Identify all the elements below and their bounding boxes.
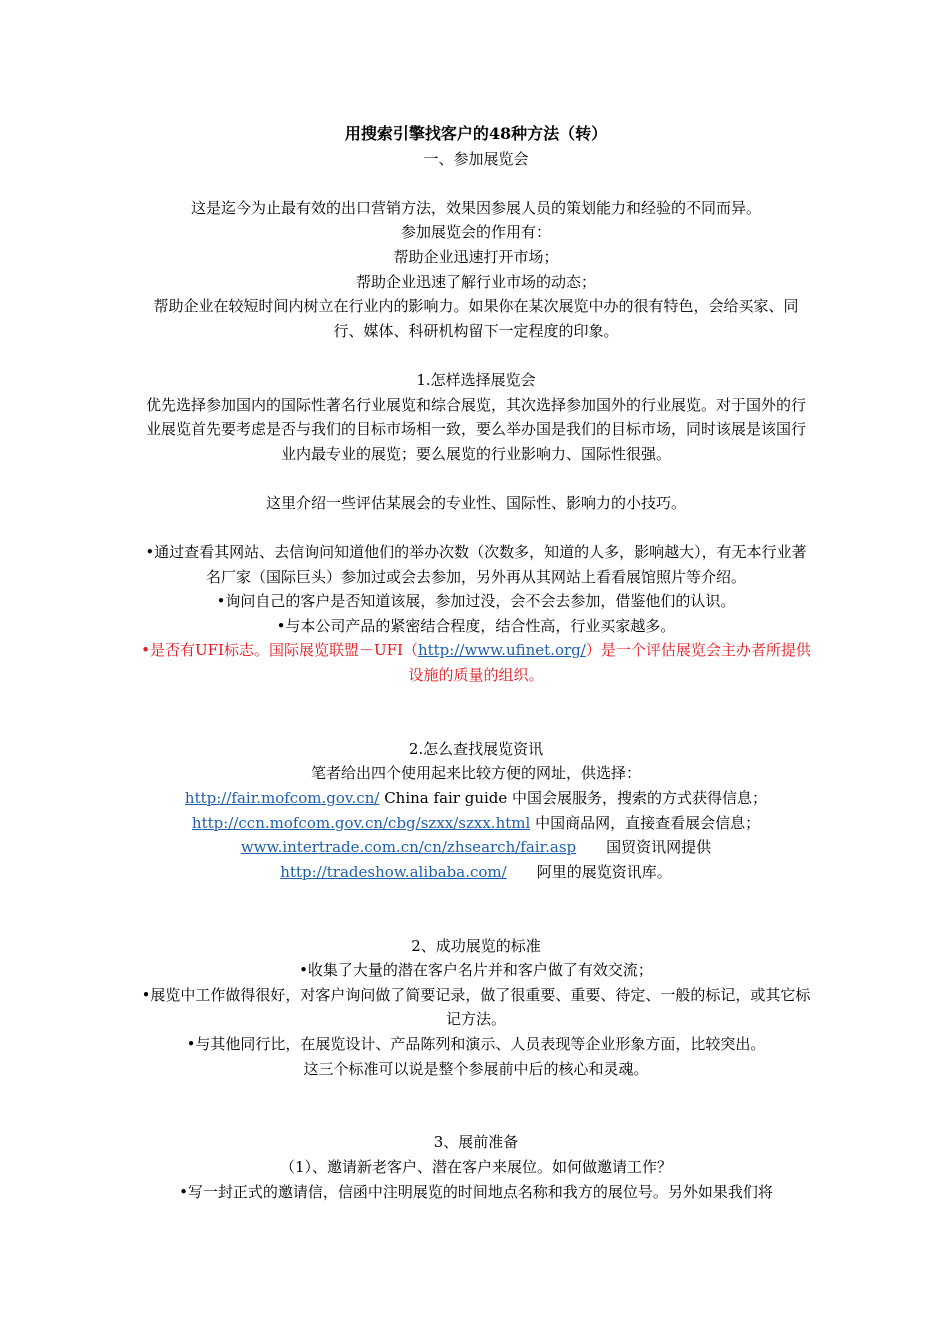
spacer — [140, 171, 812, 196]
site-item — [140, 811, 812, 836]
spacer — [140, 1081, 812, 1106]
paragraph: 这是迄今为止最有效的出口营销方法，效果因参展人员的策划能力和经验的不同而异。 — [190, 198, 761, 217]
site-description: 中国商品网，直接查看展会信息； — [530, 813, 761, 832]
section-heading: 2.怎么查找展览资讯 — [408, 739, 544, 758]
ufi-text-after: ）是一个评估展览会主办者所提供设施的质量的组织。 — [408, 641, 811, 685]
spacer — [140, 1106, 812, 1131]
site-link[interactable]: http://tradeshow.alibaba.com/ — [280, 862, 507, 881]
section-heading: 1.怎样选择展览会 — [416, 370, 536, 389]
site-item — [140, 835, 812, 860]
spacer — [140, 466, 812, 491]
bullet-item: •与其他同行比，在展览设计、产品陈列和演示、人员表现等企业形象方面，比较突出。 — [186, 1034, 766, 1053]
paragraph: 优先选择参加国内的国际性著名行业展览和综合展览，其次选择参加国外的行业展览。对于国外的行业展览首先要考虑是否与我们的目标市场相一致，要么举办国是我们的目标市场，同时该展是该国行业内最专业的展览；要么展览的行业影响力、国际性很强。 — [145, 395, 806, 463]
paragraph: 笔者给出四个使用起来比较方便的网址，供选择： — [310, 764, 641, 783]
list-item: 帮助企业迅速了解行业市场的动态； — [355, 272, 596, 291]
bullet-item: •展览中工作做得很好，对客户询问做了简要记录，做了很重要、重要、待定、一般的标记，或其它标记方法。 — [141, 985, 811, 1029]
ufi-text-before: •是否有UFI标志。国际展览联盟－UFI（ — [141, 641, 418, 660]
site-item — [140, 860, 812, 885]
bullet-item: •收集了大量的潜在客户名片并和客户做了有效交流； — [299, 961, 653, 980]
site-description: 国贸资讯网提供 — [606, 838, 712, 857]
bullet-item: •询问自己的客户是否知道该展，参加过没，会不会去参加，借鉴他们的认识。 — [216, 592, 736, 611]
document-page — [140, 118, 812, 1204]
paragraph: 这里介绍一些评估某展会的专业性、国际性、影响力的小技巧。 — [265, 493, 686, 512]
spacer — [140, 516, 812, 541]
paragraph: 参加展览会的作用有： — [400, 223, 551, 242]
spacer — [140, 343, 812, 368]
section-heading: 3、展前准备 — [433, 1133, 519, 1152]
site-description: 阿里的展览资讯库。 — [536, 862, 672, 881]
site-description: China fair guide 中国会展服务，搜索的方式获得信息； — [379, 789, 768, 808]
section-heading: 一、参加展览会 — [423, 149, 529, 168]
site-item — [140, 786, 812, 811]
list-item: 帮助企业迅速打开市场； — [393, 247, 559, 266]
document-title: 用搜索引擎找客户的48种方法（转） — [344, 124, 608, 143]
spacer — [140, 884, 812, 909]
bullet-item: •通过查看其网站、去信询问知道他们的举办次数（次数多，知道的人多，影响越大），有无本行业著名厂家（国际巨头）参加过或会去参加，另外再从其网站上看看展馆照片等介绍。 — [145, 543, 807, 586]
ufi-bullet-item — [140, 638, 812, 687]
ufi-link[interactable]: http://www.ufinet.org/ — [417, 641, 586, 660]
site-link[interactable]: http://fair.mofcom.gov.cn/ — [184, 789, 380, 808]
section-heading: 2、成功展览的标准 — [411, 936, 541, 955]
bullet-item: •与本公司产品的紧密结合程度，结合性高，行业买家越多。 — [276, 616, 676, 635]
spacer — [140, 712, 812, 737]
site-link[interactable]: http://ccn.mofcom.gov.cn/cbg/szxx/szxx.html — [191, 813, 531, 832]
spacer — [140, 688, 812, 713]
sub-heading: （1）、邀请新老客户、潜在客户来展位。如何做邀请工作？ — [279, 1157, 673, 1176]
spacer — [140, 909, 812, 934]
bullet-item: •写一封正式的邀请信，信函中注明展览的时间地点名称和我方的展位号。另外如果我们将 — [179, 1182, 773, 1201]
site-link[interactable]: www.intertrade.com.cn/cn/zhsearch/fair.asp — [240, 838, 577, 857]
paragraph: 这三个标准可以说是整个参展前中后的核心和灵魂。 — [303, 1059, 649, 1078]
list-item: 帮助企业在较短时间内树立在行业内的影响力。如果你在某次展览中办的很有特色，会给买家、同行、媒体、科研机构留下一定程度的印象。 — [153, 297, 799, 340]
